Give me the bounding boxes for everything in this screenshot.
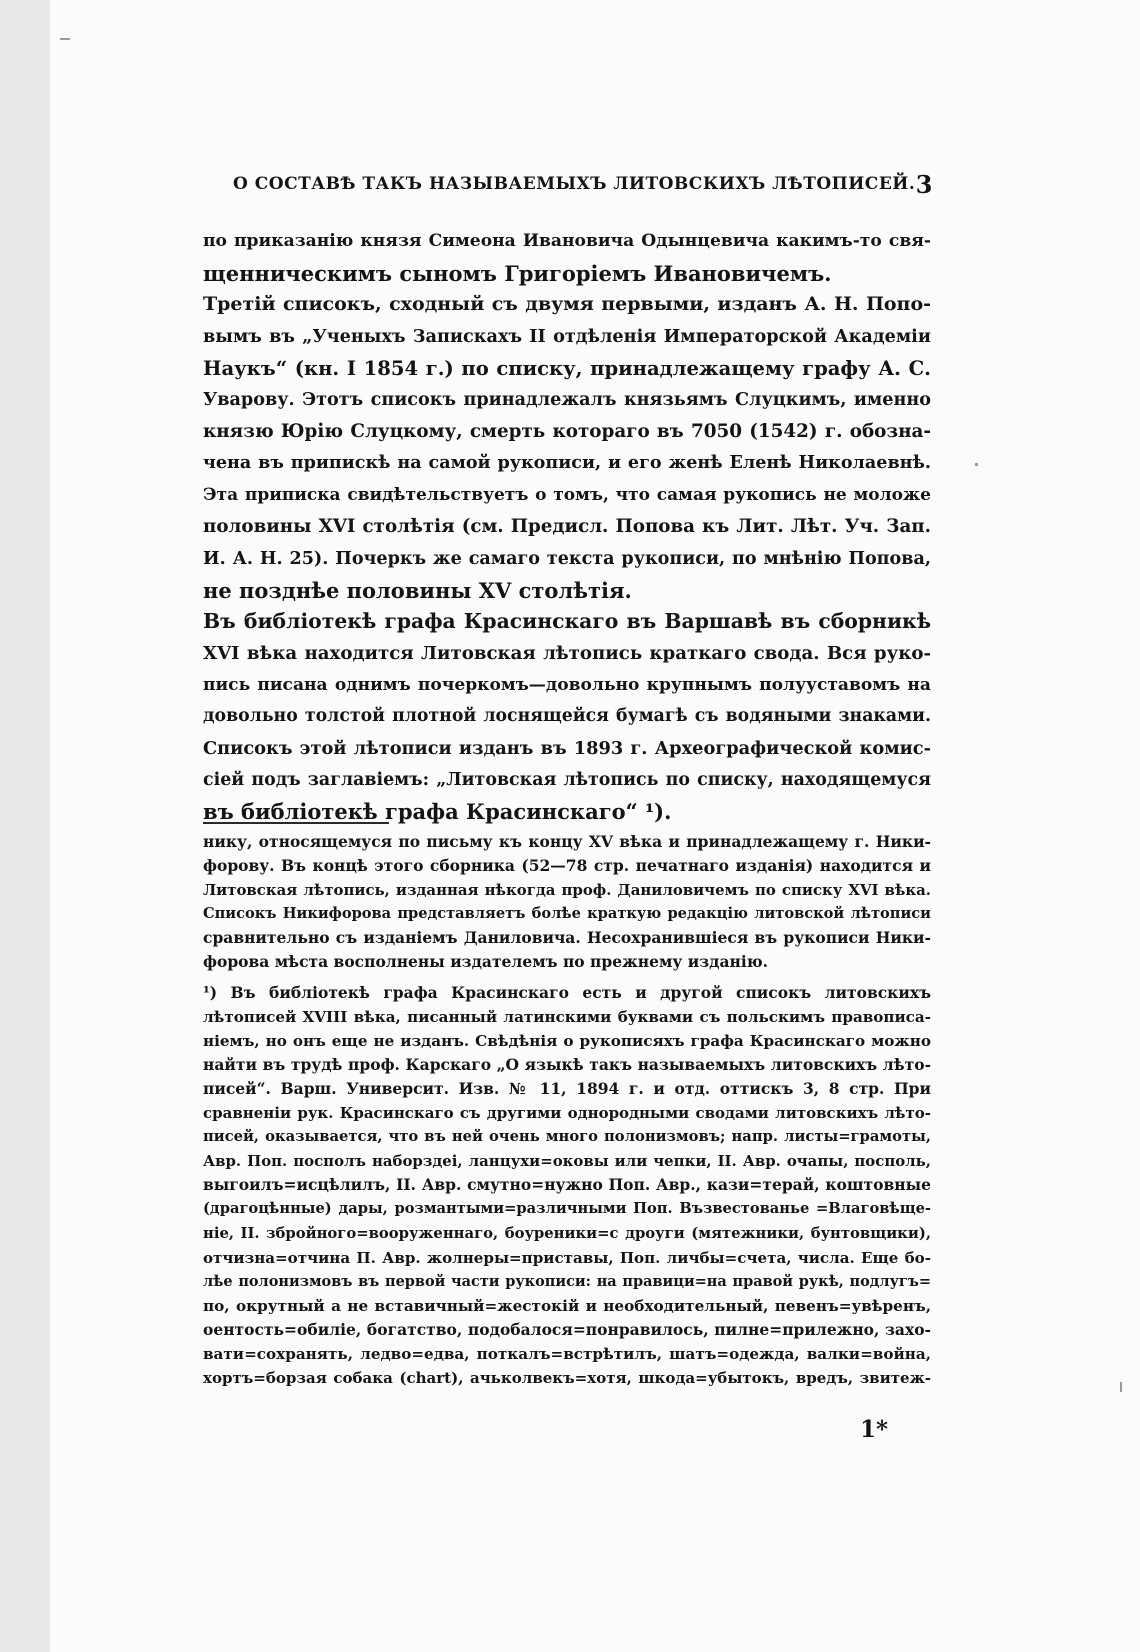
text-line: князю Юрію Слуцкому, смерть котораго въ 7050 (1542) г. обозна- — [203, 421, 931, 443]
footnote-line: лѣтописей XVIII вѣка, писанный латинскими буквами съ польскимъ правописа- — [203, 1007, 931, 1026]
footnote-line: по, окрутный а не вставичный=жестокій и необходительный, певенъ=увѣренъ, — [203, 1296, 931, 1315]
text-line: Третій списокъ, сходный съ двумя первыми, изданъ А. Н. Попо- — [203, 293, 931, 316]
footnote-line: лѣе полонизмовъ въ первой части рукописи: на правици=на правой рукѣ, подлугъ= — [203, 1272, 931, 1290]
text-line: щенническимъ сыномъ Григоріемъ Ивановичемъ. — [203, 260, 832, 286]
page-number: 3 — [915, 170, 933, 199]
footnote-separator — [203, 822, 389, 824]
footnote-line: найти въ трудѣ проф. Карскаго „О языкѣ такъ называемыхъ литовскихъ лѣто- — [203, 1054, 931, 1074]
text-line: И. А. Н. 25). Почеркъ же самаго текста рукописи, по мнѣнію Попова, — [203, 547, 931, 569]
footnote-line: ¹) Въ библіотекѣ графа Красинскаго есть и другой списокъ литовскихъ — [203, 982, 931, 1002]
footnote-line: хортъ=борзая собака (chart), ачьколвекъ=хотя, шкода=убытокъ, вредъ, звитеж- — [203, 1369, 931, 1388]
text-line: по приказанію князя Симеона Ивановича Одынцевича какимъ-то свя- — [203, 231, 931, 251]
footnote-line: Литовская лѣтопись, изданная нѣкогда проф. Даниловичемъ по списку XVI вѣка. — [203, 881, 931, 900]
footnote-line: отчизна=отчина П. Авр. жолнеры=приставы, Поп. личбы=счета, числа. Еще бо- — [203, 1248, 931, 1267]
footnote-line: писей, оказывается, что въ ней очень много полонизмовъ; напр. листы=грамоты, — [203, 1128, 931, 1146]
footnote-line: ніе, II. збройного=вооруженнаго, боуреники=с дроуги (мятежники, бунтовщики), — [203, 1224, 931, 1242]
text-line: XVI вѣка находится Литовская лѣтопись краткаго свода. Вся руко- — [203, 642, 931, 664]
footnote-line: нику, относящемуся по письму къ концу XV вѣка и принадлежащему г. Ники- — [203, 832, 931, 851]
text-line: вымъ въ „Ученыхъ Запискахъ II отдѣленія Императорской Академіи — [203, 326, 931, 348]
footnote-line: выгоилъ=исцѣлилъ, II. Авр. смутно=нужно Поп. Авр., кази=терай, коштовные — [203, 1175, 931, 1195]
running-head: О СОСТАВѢ ТАКЪ НАЗЫВАЕМЫХЪ ЛИТОВСКИХЪ ЛѢТОПИСЕЙ. — [233, 174, 916, 194]
text-line: Уварову. Этотъ списокъ принадлежалъ князьямъ Слуцкимъ, именно — [203, 389, 931, 411]
footnote-line: сравнительно съ изданіемъ Даниловича. Несохранившіеся въ рукописи Ники- — [203, 928, 931, 948]
footnotes — [203, 830, 931, 1390]
footnote-line: форову. Въ концѣ этого сборника (52—78 стр. печатнаго изданія) находится и — [203, 856, 931, 876]
footnote-line: Авр. Поп. посполъ наборздеі, ланцухи=оковы или чепки, II. Авр. очапы, посполь, — [203, 1152, 931, 1171]
text-line: Наукъ“ (кн. I 1854 г.) по списку, принадлежащему графу А. С. — [203, 356, 931, 380]
text-line: Списокъ этой лѣтописи изданъ въ 1893 г. Археографической комис- — [203, 738, 931, 759]
edge-mark — [60, 38, 70, 40]
page-header — [233, 170, 933, 200]
footnote-line: форова мѣста восполнены издателемъ по прежнему изданію. — [203, 952, 769, 972]
footnote-line: оентость=обиліе, богатство, подобалося=понравилось, пилне=прилежно, захо- — [203, 1319, 931, 1339]
footnote-line: писей“. Варш. Университ. Изв. № 11, 1894 г. и отд. оттискъ 3, 8 стр. При — [203, 1078, 931, 1098]
signature-mark: 1* — [860, 1416, 889, 1443]
footnote-line: вати=сохранять, ледво=едва, поткалъ=встрѣтилъ, шатъ=одежда, валки=война, — [203, 1344, 931, 1363]
edge-mark — [1120, 1382, 1122, 1392]
text-line: чена въ припискѣ на самой рукописи, и его женѣ Еленѣ Николаевнѣ. — [203, 452, 931, 473]
footnote-line: сравненіи рук. Красинскаго съ другими однородными сводами литовскихъ лѣто- — [203, 1104, 931, 1123]
text-line: довольно толстой плотной лоснящейся бумагѣ съ водяными знаками. — [203, 706, 931, 727]
main-text — [203, 226, 931, 828]
footnote-line: ніемъ, но онъ еще не изданъ. Свѣдѣнія о рукописяхъ графа Красинскаго можно — [203, 1031, 931, 1050]
footnote-line: (драгоцѣнные) дары, розмантыми=различными Поп. Възвестованье =Влаговѣще- — [203, 1200, 931, 1218]
binding-gutter — [0, 0, 50, 1652]
text-line: половины XVI столѣтія (см. Предисл. Попова къ Лит. Лѣт. Уч. Зап. — [203, 516, 931, 538]
text-line: Въ библіотекѣ графа Красинскаго въ Варшавѣ въ сборникѣ — [203, 609, 931, 634]
text-line: въ библіотекѣ графа Красинскаго“ ¹). — [203, 799, 672, 825]
text-line: не позднѣе половины XV столѣтія. — [203, 577, 632, 603]
text-line: пись писана однимъ почеркомъ—довольно крупнымъ полууставомъ на — [203, 674, 931, 695]
edge-mark — [975, 463, 978, 466]
text-line: Эта приписка свидѣтельствуетъ о томъ, что самая рукопись не моложе — [203, 484, 931, 505]
footnote-line: Списокъ Никифорова представляетъ болѣе краткую редакцію литовской лѣтописи — [203, 905, 931, 923]
text-line: сіей подъ заглавіемъ: „Литовская лѣтопись по списку, находящемуся — [203, 769, 931, 790]
